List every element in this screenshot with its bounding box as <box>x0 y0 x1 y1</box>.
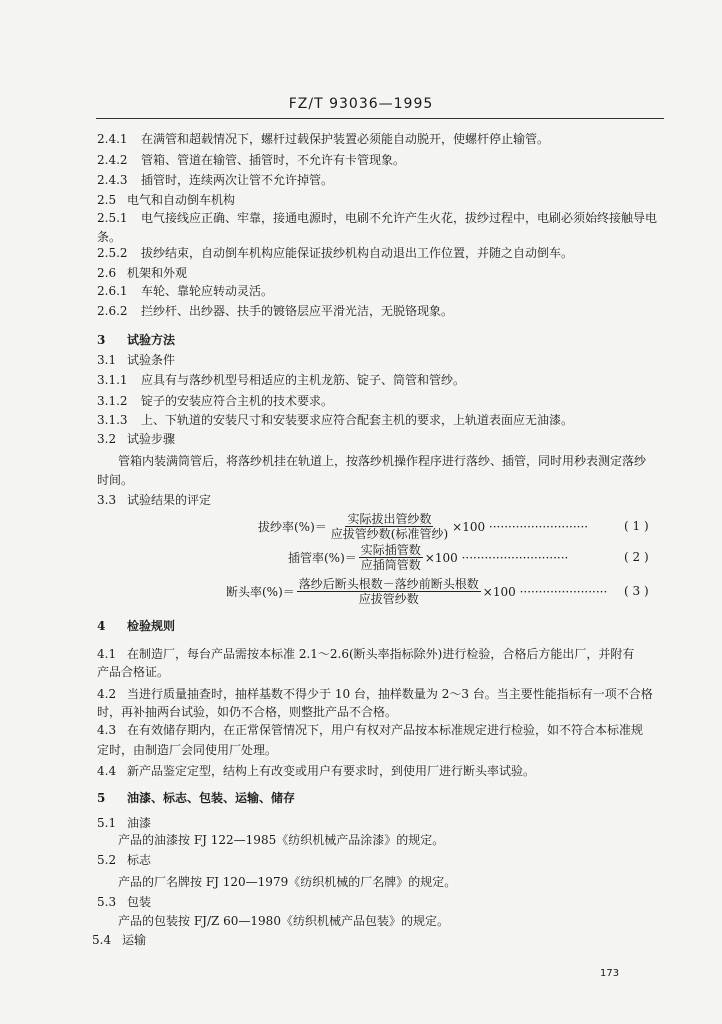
denominator: 应拔管纱数 <box>358 592 419 606</box>
formula-lhs: 拔纱率(%)＝ <box>258 520 327 534</box>
section-number: 5.1 <box>97 816 117 830</box>
section-number: 4.3 <box>97 723 117 737</box>
text-line <box>97 283 273 299</box>
line-text: 机架和外观 <box>127 266 188 280</box>
section-number: 3.2 <box>97 432 117 446</box>
line-text: 拔纱结束，自动倒车机构应能保证拔纱机构自动退出工作位置，并随之自动倒车。 <box>141 246 574 260</box>
line-text: 应具有与落纱机型号相适应的主机龙筋、锭子、筒管和管纱。 <box>141 373 466 387</box>
text-line <box>97 152 405 168</box>
section-number: 3.1.1 <box>97 373 128 387</box>
denominator: 应拔管纱数(标准管纱) <box>330 527 449 541</box>
formula-1 <box>258 512 588 541</box>
document-header: FZ/T 93036—1995 <box>288 96 434 112</box>
text-line <box>97 393 333 409</box>
line-text: 新产品鉴定定型，结构上有改变或用户有要求时，到使用厂进行断头率试验。 <box>127 764 536 778</box>
formula-fraction <box>297 577 481 606</box>
text-line <box>97 210 657 226</box>
line-text: 试验结果的评定 <box>127 493 212 507</box>
section-number: 5.4 <box>92 933 112 947</box>
line-text: 条。 <box>97 230 122 244</box>
section-number: 2.6 <box>97 266 117 280</box>
text-line <box>97 722 643 738</box>
text-line <box>97 686 653 702</box>
line-text: 电气接线应正确、牢靠，接通电源时，电刷不允许产生火花，拔纱过程中，电刷必须始终接触导电 <box>141 211 658 225</box>
text-line <box>97 646 634 662</box>
section-number: 4.4 <box>97 764 117 778</box>
text-line <box>118 874 456 890</box>
section-number: 3 <box>97 333 106 347</box>
text-line <box>97 229 121 245</box>
text-line <box>97 265 187 281</box>
line-text: 油漆 <box>127 816 152 830</box>
line-text: 试验方法 <box>127 333 176 347</box>
numerator: 实际拔出管纱数 <box>347 512 432 526</box>
section-number: 5 <box>97 791 106 805</box>
text-line <box>97 894 151 910</box>
line-text: 拦纱杆、出纱器、扶手的镀铬层应平滑光洁，无脱铬现象。 <box>141 304 454 318</box>
line-text: 在制造厂，每台产品需按本标准 2.1～2.6(断头率指标除外)进行检验，合格后方能出厂，并附有 <box>127 647 635 661</box>
text-line <box>97 472 133 488</box>
text-line <box>97 492 211 508</box>
text-line <box>97 431 175 447</box>
section-number: 3.1.3 <box>97 413 128 427</box>
section-number: 2.6.2 <box>97 304 128 318</box>
formula-tail: ×100 ······················· <box>482 584 608 599</box>
section-number: 5.3 <box>97 895 117 909</box>
section-number: 4.2 <box>97 687 117 701</box>
section-number: 2.5.2 <box>97 246 128 260</box>
line-text: 运输 <box>122 933 147 947</box>
numerator: 实际插管数 <box>360 543 421 557</box>
formula-fraction <box>359 543 423 572</box>
header-rule <box>96 118 664 119</box>
line-text: 电气和自动倒车机构 <box>127 193 236 207</box>
text-line <box>97 852 151 868</box>
text-line <box>97 303 453 319</box>
formula-3 <box>226 577 607 606</box>
section-number: 3.3 <box>97 493 117 507</box>
text-line <box>97 192 235 208</box>
section-number: 2.6.1 <box>97 284 128 298</box>
line-text: 在满管和超载情况下，螺杆过载保护装置必须能自动脱开，使螺杆停止输管。 <box>141 132 550 146</box>
line-text: 产品的厂名牌按 FJ 120—1979《纺织机械的厂名牌》的规定。 <box>118 875 457 889</box>
formula-2 <box>288 543 568 572</box>
section-number: 3.1.2 <box>97 394 128 408</box>
section-number: 2.4.3 <box>97 173 128 187</box>
text-line <box>97 618 175 634</box>
line-text: 时，再补抽两台试验，如仍不合格，则整批产品不合格。 <box>97 705 398 719</box>
line-text: 标志 <box>127 853 152 867</box>
text-line <box>97 664 169 680</box>
text-line <box>97 245 573 261</box>
line-text: 锭子的安装应符合主机的技术要求。 <box>141 394 334 408</box>
section-number: 5.2 <box>97 853 117 867</box>
formula-fraction <box>329 512 450 541</box>
text-line <box>97 172 333 188</box>
line-text: 上、下轨道的安装尺寸和安装要求应符合配套主机的要求，上轨道表面应无油漆。 <box>141 413 574 427</box>
line-text: 产品的包装按 FJ/Z 60—1980《纺织机械产品包装》的规定。 <box>118 914 449 928</box>
denominator: 应插筒管数 <box>360 558 421 572</box>
formula-tail: ×100 ·························· <box>452 519 589 534</box>
line-text: 管箱、管道在输管、插管时，不允许有卡管现象。 <box>141 153 406 167</box>
numerator: 落纱后断头根数－落纱前断头根数 <box>298 577 479 591</box>
line-text: 油漆、标志、包装、运输、储存 <box>127 791 296 805</box>
section-number: 2.4.1 <box>97 132 128 146</box>
line-text: 插管时，连续两次让管不允许掉管。 <box>141 173 334 187</box>
text-line <box>92 932 146 948</box>
text-line <box>97 131 549 147</box>
text-line <box>97 412 573 428</box>
line-text: 车轮、靠轮应转动灵活。 <box>141 284 274 298</box>
text-line <box>97 704 397 720</box>
formula-tail: ×100 ···························· <box>424 550 569 565</box>
formula-lhs: 断头率(%)＝ <box>226 585 295 599</box>
section-number: 3.1 <box>97 353 117 367</box>
line-text: 当进行质量抽查时，抽样基数不得少于 10 台，抽样数量为 2～3 台。当主要性能指标有一项不合格 <box>127 687 653 701</box>
equation-number: ( 1 ) <box>624 519 649 533</box>
line-text: 产品的油漆按 FJ 122—1985《纺织机械产品涂漆》的规定。 <box>118 833 445 847</box>
text-line <box>97 763 535 779</box>
page-number: 173 <box>600 968 620 979</box>
line-text: 时间。 <box>97 473 134 487</box>
equation-number: ( 3 ) <box>624 584 649 598</box>
equation-number: ( 2 ) <box>624 550 649 564</box>
line-text: 在有效储存期内，在正常保管情况下，用户有权对产品按本标准规定进行检验，如不符合本标准规 <box>127 723 644 737</box>
text-line <box>97 742 277 758</box>
line-text: 管箱内装满筒管后，将落纱机挂在轨道上，按落纱机操作程序进行落纱、插管，同时用秒表测定落纱 <box>118 454 647 468</box>
formula-lhs: 插管率(%)＝ <box>288 551 357 565</box>
text-line <box>97 372 465 388</box>
line-text: 试验步骤 <box>127 432 176 446</box>
text-line <box>118 453 646 469</box>
line-text: 检验规则 <box>127 619 176 633</box>
line-text: 试验条件 <box>127 353 176 367</box>
text-line <box>118 913 449 929</box>
section-number: 2.5 <box>97 193 117 207</box>
section-number: 2.4.2 <box>97 153 128 167</box>
line-text: 定时，由制造厂会同使用厂处理。 <box>97 743 278 757</box>
section-number: 4 <box>97 619 106 633</box>
section-number: 4.1 <box>97 647 117 661</box>
text-line <box>118 832 444 848</box>
line-text: 产品合格证。 <box>97 665 170 679</box>
text-line <box>97 332 175 348</box>
line-text: 包装 <box>127 895 152 909</box>
text-line <box>97 815 151 831</box>
section-number: 2.5.1 <box>97 211 128 225</box>
text-line <box>97 790 295 806</box>
text-line <box>97 352 175 368</box>
